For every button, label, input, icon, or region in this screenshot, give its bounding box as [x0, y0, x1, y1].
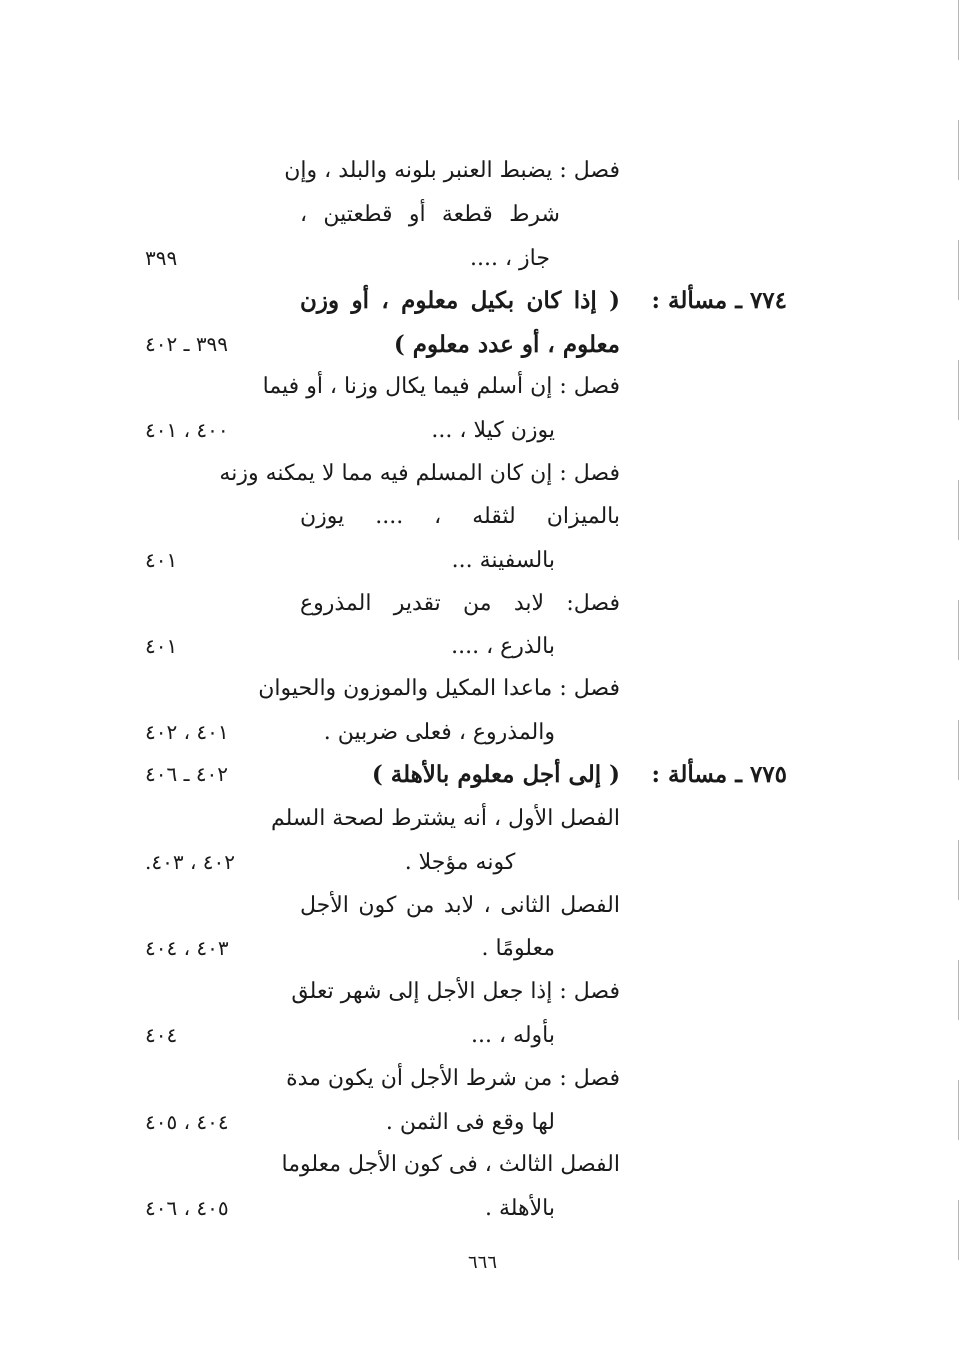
entry-text: بالسفينة ...: [451, 548, 555, 573]
entry-text: بالأهلة .: [484, 1196, 555, 1221]
entry-text: شرط قطعة أو قطعتين ،: [300, 202, 560, 227]
page-reference: ٤٠٤ ، ٤٠٥: [145, 1110, 229, 1134]
entry-text: فصل: لابد من تقدير المذروع: [300, 591, 620, 616]
page-reference: ٤٠١: [145, 634, 178, 658]
entry-text: فصل : إن كان المسلم فيه مما لا يمكنه وزنه: [219, 461, 620, 486]
entry-text: الفصل الثالث ، فى كون الأجل معلوما: [281, 1152, 620, 1177]
page-reference: ٤٠١: [145, 548, 178, 572]
page-reference: ٣٩٩: [145, 246, 178, 270]
entry-text: فصل : إذا جعل الأجل إلى شهر تعلق: [291, 979, 620, 1004]
entry-text: فصل : ماعدا المكيل والموزون والحيوان: [258, 676, 620, 701]
masala-heading: ٧٧٥ ـ مسألة :: [651, 761, 787, 788]
page-reference: ٤٠٠ ، ٤٠١: [145, 418, 229, 442]
page-reference: ٤٠٥ ، ٤٠٦: [145, 1196, 229, 1220]
entry-text: والمذروع ، فعلى ضربين .: [323, 720, 555, 745]
entry-text: بالميزان لثقله ، .... يوزن: [300, 504, 620, 529]
entry-title: ( إلى أجل معلوم بالأهلة ): [371, 761, 620, 788]
masala-heading: ٧٧٤ ـ مسألة :: [651, 287, 787, 314]
entry-text: كونه مؤجلا .: [404, 850, 516, 875]
entry-text: الفصل الأول ، أنه يشترط لصحة السلم: [270, 806, 620, 831]
entry-text: بالذرع ، ....: [451, 634, 555, 659]
page-reference: ٤٠١ ، ٤٠٢: [145, 720, 229, 744]
page-reference: ٤٠٣ ، ٤٠٤: [145, 936, 229, 960]
page-reference: ٤٠٤: [145, 1023, 178, 1047]
page-edge-line: [958, 0, 959, 1300]
page-number: ٦٦٦: [467, 1252, 497, 1273]
entry-text: فصل : من شرط الأجل أن يكون مدة: [286, 1066, 620, 1091]
entry-text: يوزن كيلا ، ...: [431, 418, 555, 443]
entry-text: معلومًا .: [481, 936, 555, 961]
entry-title: معلوم ، أو عدد معلوم ): [393, 331, 620, 358]
entry-text: فصل : إن أسلم فيما يكال وزنا ، أو فيما: [262, 374, 620, 399]
entry-text: جاز ، ....: [470, 246, 550, 271]
page-reference: ٤٠٢ ، ٤٠٣.: [145, 850, 235, 874]
page-reference: ٤٠٢ ـ ٤٠٦: [145, 762, 229, 786]
entry-text: فصل : يضبط العنبر بلونه والبلد ، وإن: [284, 158, 620, 183]
entry-text: لها وقع فى الثمن .: [385, 1110, 555, 1135]
entry-text: الفصل الثانى ، لابد من كون الأجل: [300, 893, 620, 918]
page-reference: ٣٩٩ ـ ٤٠٢: [145, 332, 229, 356]
entry-text: بأوله ، ...: [470, 1023, 555, 1048]
entry-title: ( إذا كان بكيل معلوم ، أو وزن: [300, 287, 620, 314]
